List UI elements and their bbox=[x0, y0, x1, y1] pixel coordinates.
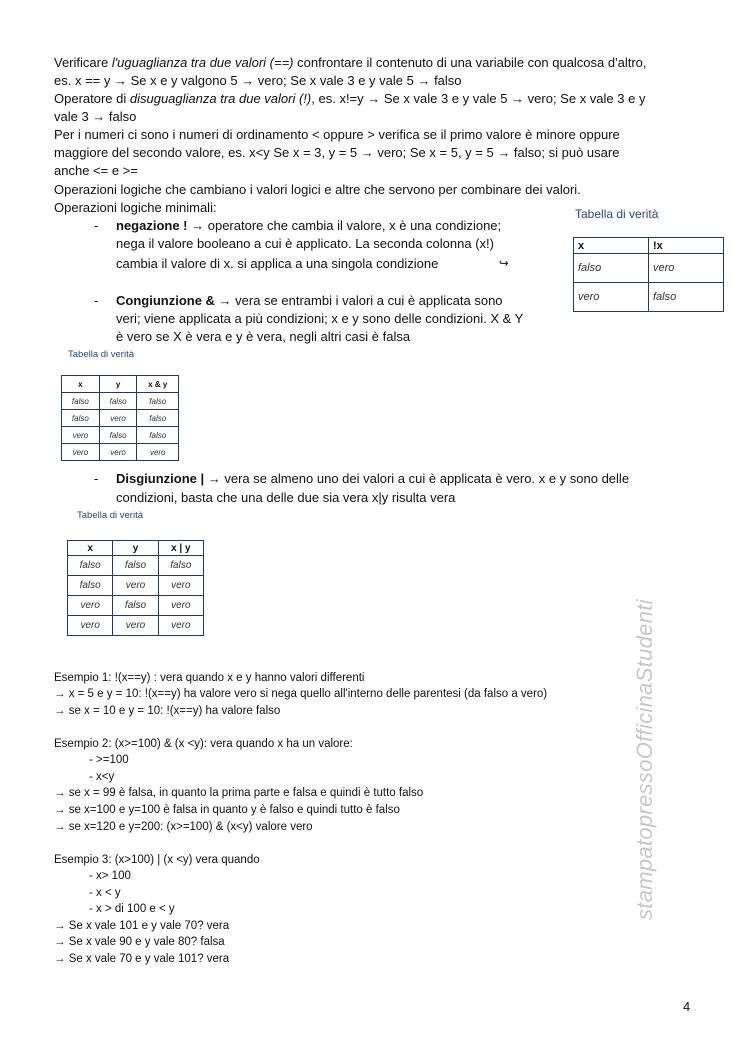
neg-cell: falso bbox=[649, 283, 724, 312]
or-cell: vero bbox=[68, 616, 113, 636]
example-3-line: → Se x vale 101 e y vale 70? vera bbox=[54, 920, 230, 932]
or-cell: vero bbox=[113, 616, 158, 636]
example-3-title: Esempio 3: (x>100) | (x <y) vera quando bbox=[54, 854, 260, 866]
watermark: stampatopressoOfficinaStudenti bbox=[632, 599, 657, 920]
neg-table-caption: Tabella di verità bbox=[575, 207, 659, 221]
intro-line-6: maggiore del secondo valore, es. x<y Se x = 3, y = 5 → vero; Se x = 5, y = 5 → falso; si può usare bbox=[54, 145, 620, 160]
intro-line-9: Operazioni logiche minimali: bbox=[54, 200, 217, 215]
or-header-y: y bbox=[113, 541, 158, 556]
and-cell: vero bbox=[99, 444, 137, 461]
and-cell: vero bbox=[137, 444, 179, 461]
example-1-title: Esempio 1: !(x==y) : vera quando x e y hanno valori differenti bbox=[54, 672, 365, 684]
neg-header-notx: !x bbox=[649, 238, 724, 254]
and-cell: falso bbox=[137, 427, 179, 444]
congiunzione-line-1: Congiunzione & → vera se entrambi i valori a cui è applicata sono bbox=[116, 293, 503, 308]
and-cell: vero bbox=[62, 427, 100, 444]
example-2-cond: - >=100 bbox=[89, 754, 129, 766]
neg-cell: vero bbox=[574, 283, 649, 312]
or-cell: falso bbox=[113, 596, 158, 616]
and-cell: falso bbox=[137, 410, 179, 427]
and-header-xy: x & y bbox=[137, 376, 179, 393]
disgiunzione-bullet: - bbox=[94, 471, 99, 486]
or-cell: vero bbox=[158, 576, 203, 596]
intro-line-7: anche <= e >= bbox=[54, 163, 138, 178]
neg-cell: falso bbox=[574, 254, 649, 283]
example-3-cond: - x> 100 bbox=[89, 870, 131, 882]
and-cell: falso bbox=[62, 393, 100, 410]
or-cell: vero bbox=[68, 596, 113, 616]
intro-line-5: Per i numeri ci sono i numeri di ordinamento < oppure > verifica se il primo valore è minore oppure bbox=[54, 127, 620, 142]
or-cell: falso bbox=[113, 556, 158, 576]
and-cell: falso bbox=[99, 393, 137, 410]
neg-truth-table bbox=[573, 237, 724, 312]
example-3-line: → Se x vale 90 e y vale 80? falsa bbox=[54, 936, 225, 948]
example-2-line: → se x=120 e y=200: (x>=100) & (x<y) valore vero bbox=[54, 821, 313, 833]
or-header-xy: x | y bbox=[158, 541, 203, 556]
example-1-line: → se x = 10 e y = 10: !(x==y) ha valore falso bbox=[54, 705, 281, 717]
neg-header-x: x bbox=[574, 238, 649, 254]
example-1-line: → x = 5 e y = 10: !(x==y) ha valore vero si nega quello all'interno delle parentesi (da falso a vero) bbox=[54, 688, 548, 700]
or-cell: vero bbox=[158, 616, 203, 636]
or-cell: falso bbox=[68, 576, 113, 596]
and-header-x: x bbox=[62, 376, 100, 393]
or-cell: falso bbox=[158, 556, 203, 576]
or-cell: vero bbox=[158, 596, 203, 616]
example-3-cond: - x < y bbox=[89, 887, 121, 899]
intro-line-2: es. x == y → Se x e y valgono 5 → vero; Se x vale 3 e y vale 5 → falso bbox=[54, 73, 462, 88]
or-cell: falso bbox=[68, 556, 113, 576]
intro-line-3: Operatore di disuguaglianza tra due valori (!), es. x!=y → Se x vale 3 e y vale 5 → vero; Se x vale 3 e y bbox=[54, 91, 646, 106]
and-cell: falso bbox=[62, 410, 100, 427]
example-2-line: → se x = 99 è falsa, in quanto la prima parte e falsa e quindi è tutto falso bbox=[54, 787, 424, 799]
intro-line-8: Operazioni logiche che cambiano i valori logici e altre che servono per combinare dei valori. bbox=[54, 182, 581, 197]
and-truth-table bbox=[61, 375, 179, 461]
negazione-line-2: nega il valore booleano a cui è applicato. La seconda colonna (x!) bbox=[116, 236, 494, 251]
example-2-cond: - x<y bbox=[89, 771, 115, 783]
intro-line-4: vale 3 → falso bbox=[54, 109, 137, 124]
example-2-title: Esempio 2: (x>=100) & (x <y): vera quando x ha un valore: bbox=[54, 738, 353, 750]
neg-cell: vero bbox=[649, 254, 724, 283]
or-cell: vero bbox=[113, 576, 158, 596]
or-header-x: x bbox=[68, 541, 113, 556]
negazione-bullet: - bbox=[94, 218, 99, 233]
and-table-caption: Tabella di verità bbox=[68, 349, 135, 360]
negazione-line-1: negazione ! → operatore che cambia il valore, x è una condizione; bbox=[116, 218, 502, 233]
congiunzione-line-3: è vero se X è vera e y è vera, negli altri casi è falsa bbox=[116, 329, 411, 344]
and-cell: falso bbox=[137, 393, 179, 410]
intro-line-1: Verificare l'uguaglianza tra due valori (==) confrontare il contenuto di una variabile con qualcosa d'altro, bbox=[54, 55, 647, 70]
or-truth-table bbox=[67, 540, 204, 636]
and-cell: falso bbox=[99, 427, 137, 444]
disgiunzione-line-2: condizioni, basta che una delle due sia vera x|y risulta vera bbox=[116, 490, 456, 505]
example-3-line: → Se x vale 70 e y vale 101? vera bbox=[54, 953, 230, 965]
negazione-line-3: cambia il valore di x. si applica a una singola condizione bbox=[116, 256, 439, 271]
disgiunzione-line-1: Disgiunzione | → vera se almeno uno dei valori a cui è applicata è vero. x e y sono delle bbox=[116, 471, 630, 486]
and-header-y: y bbox=[99, 376, 137, 393]
congiunzione-line-2: veri; viene applicata a più condizioni; x e y sono delle condizioni. X & Y bbox=[116, 311, 524, 326]
return-arrow-icon: ↪ bbox=[499, 258, 509, 270]
or-table-caption: Tabella di verità bbox=[77, 510, 144, 521]
example-2-line: → se x=100 e y=100 è falsa in quanto y è falso e quindi tutto è falso bbox=[54, 804, 400, 816]
example-3-cond: - x > di 100 e < y bbox=[89, 903, 175, 915]
congiunzione-bullet: - bbox=[94, 293, 99, 308]
page-number: 4 bbox=[683, 999, 691, 1014]
and-cell: vero bbox=[99, 410, 137, 427]
and-cell: vero bbox=[62, 444, 100, 461]
